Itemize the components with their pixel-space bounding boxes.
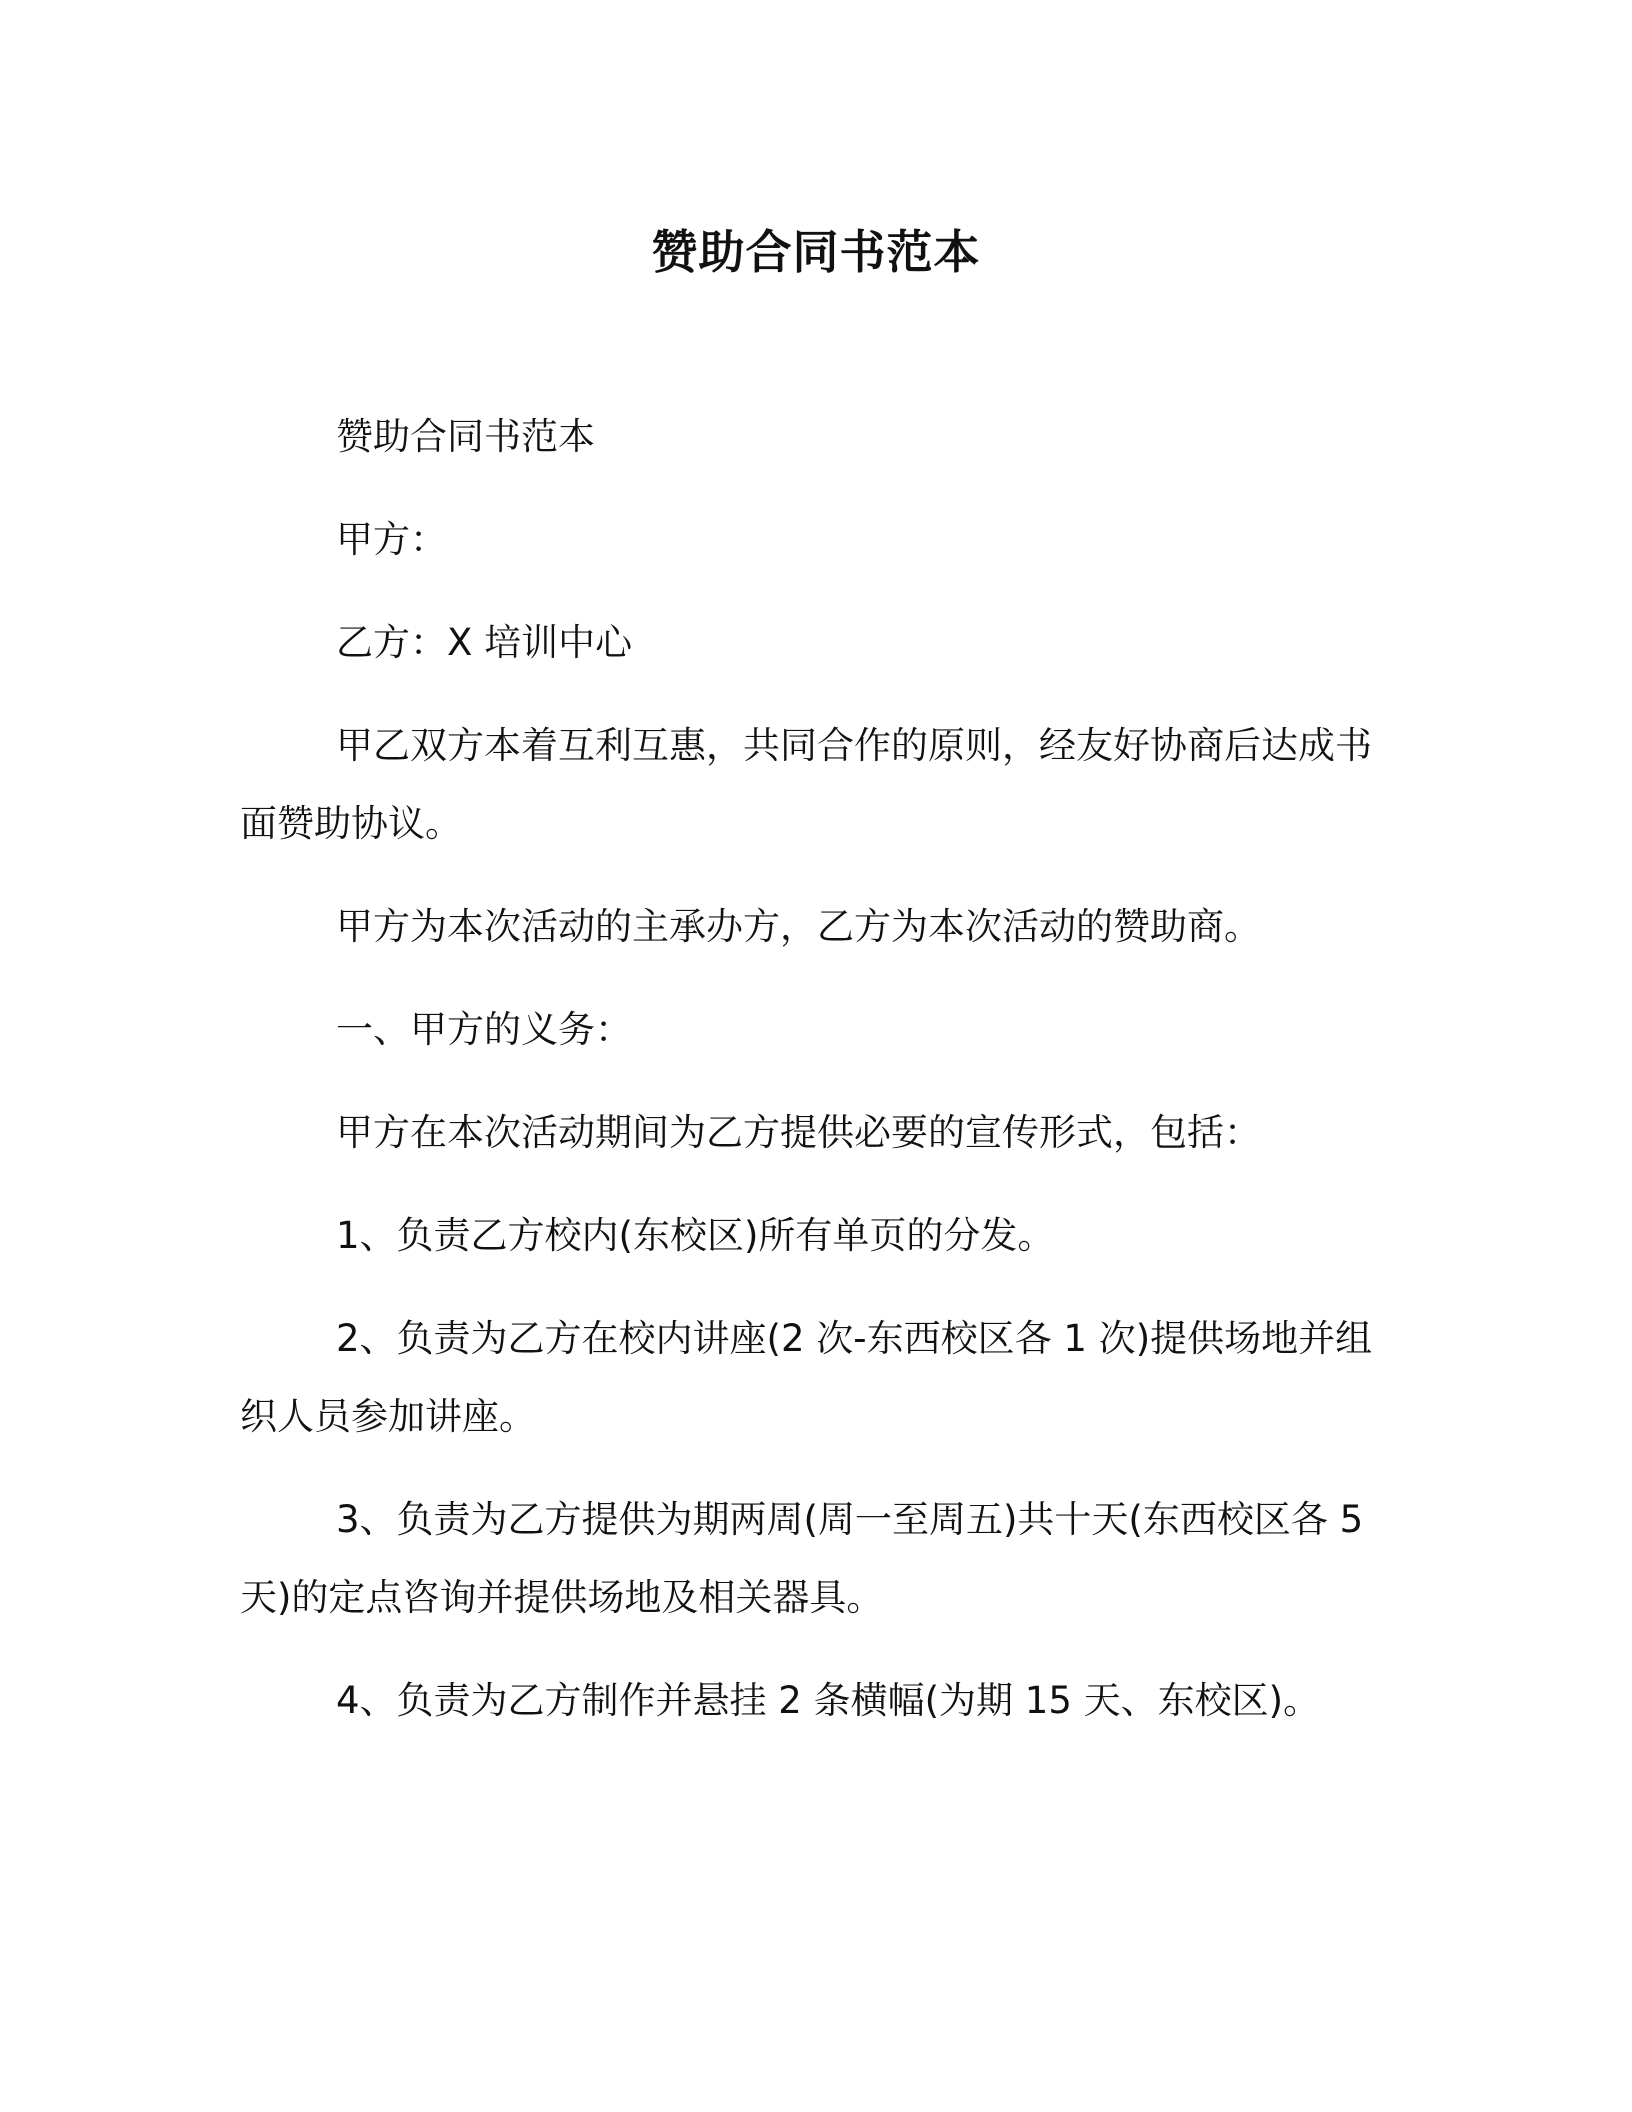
list-item-4: 4、负责为乙方制作并悬挂 2 条横幅(为期 15 天、东校区)。	[336, 1679, 1321, 1722]
list-item-1: 1、负责乙方校内(东校区)所有单页的分发。	[336, 1214, 1055, 1257]
paragraph-heading: 赞助合同书范本	[336, 415, 595, 458]
document-title: 赞助合同书范本	[651, 225, 981, 279]
paragraph-party-a: 甲方：	[336, 518, 447, 561]
paragraph-party-b: 乙方：X 培训中心	[336, 621, 633, 664]
paragraph-publicity-intro: 甲方在本次活动期间为乙方提供必要的宣传形式，包括：	[336, 1111, 1261, 1154]
list-item-3: 3、负责为乙方提供为期两周(周一至周五)共十天(东西校区各 5 天)的定点咨询并提供场地及相关器具。	[240, 1498, 1364, 1619]
list-item-2: 2、负责为乙方在校内讲座(2 次-东西校区各 1 次)提供场地并组织人员参加讲座。	[240, 1317, 1373, 1438]
section-heading-party-a-obligations: 一、甲方的义务：	[336, 1008, 632, 1051]
document-body	[240, 398, 1390, 1765]
paragraph-roles: 甲方为本次活动的主承办方，乙方为本次活动的赞助商。	[336, 905, 1261, 948]
paragraph-agreement-intro: 甲乙双方本着互利互惠，共同合作的原则，经友好协商后达成书面赞助协议。	[240, 724, 1372, 845]
